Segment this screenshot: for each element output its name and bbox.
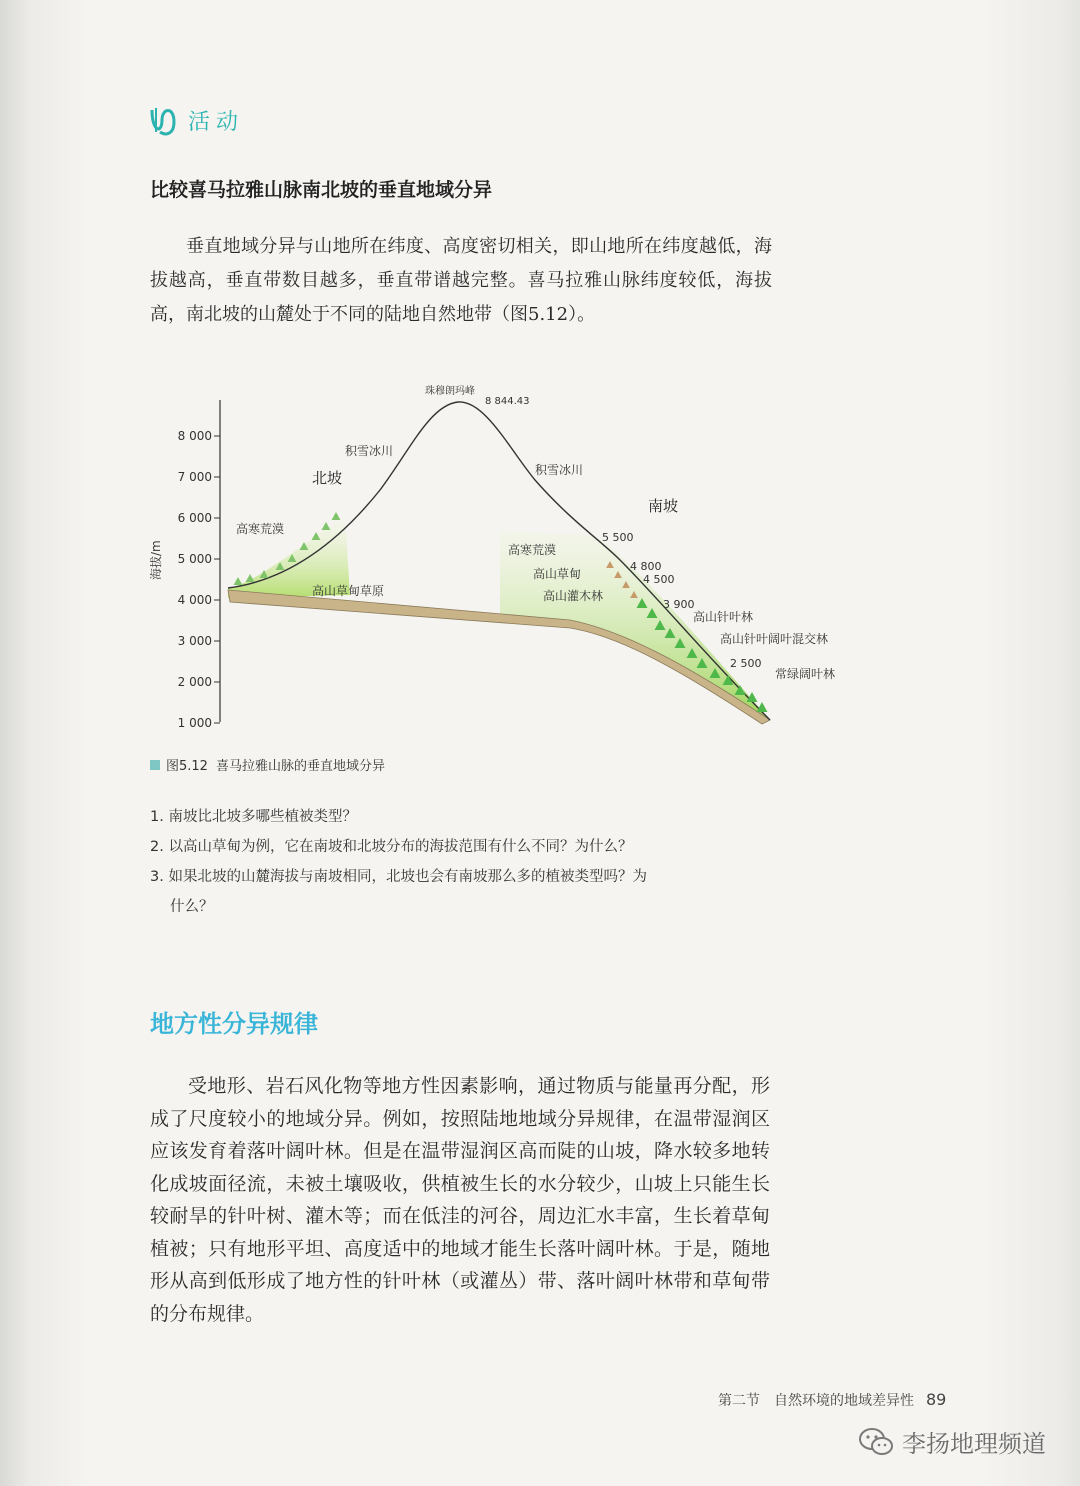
question-list [150,802,790,922]
question-item [150,862,790,922]
south-boundary-5500: 5 500 [602,531,634,544]
y-tick-label: 1 000 [177,716,212,730]
wechat-icon [858,1427,894,1457]
north-zone-meadow: 高山草甸草原 [312,584,385,598]
figure-caption [150,755,385,774]
footer-section: 第二节 自然环境的地域差异性 [718,1393,914,1409]
south-zone-conifer: 高山针叶林 [693,610,754,624]
y-axis-label: 海拔/m [149,540,163,580]
y-tick-label: 6 000 [177,511,212,525]
activity-icon [146,102,180,138]
page-number: 89 [926,1390,947,1409]
y-tick-label: 3 000 [177,634,212,648]
north-label: 北坡 [312,469,343,487]
question-number: 2. [150,839,164,855]
himalaya-diagram [140,380,860,740]
north-zone-desert: 高寒荒漠 [236,522,285,536]
activity-header [146,100,244,140]
north-zone-snow: 积雪冰川 [345,444,394,458]
south-boundary-2500: 2 500 [730,657,762,670]
y-tick-label: 8 000 [177,429,212,443]
y-axis-ticks [178,429,220,730]
y-tick-label: 5 000 [177,552,212,566]
tree-icon [246,574,255,582]
question-item [150,832,790,862]
south-zone-desert: 高寒荒漠 [508,543,557,557]
south-zone-mixed: 高山针叶阔叶混交林 [720,632,829,646]
tree-icon [234,577,243,585]
peak-name: 珠穆朗玛峰 [425,386,475,397]
section-title: 地方性分异规律 [150,1010,318,1038]
activity-title: 比较喜马拉雅山脉南北坡的垂直地域分异 [150,179,493,201]
south-zone-meadow: 高山草甸 [533,567,582,581]
page-footer [718,1390,946,1410]
south-zone-snow: 积雪冰川 [535,463,584,477]
section-body: 受地形、岩石风化物等地方性因素影响，通过物质与能量再分配，形成了尺度较小的地域分异。例如，按照陆地地域分异规律，在温带湿润区应该发育着落叶阔叶林。但是在温带湿润区高而陡的山坡，降水较多地转化成坡面径流，未被土壤吸收，供植被生长的水分较少，山坡上只能生长较耐旱的针叶树、灌木等；而在低洼的河谷，周边汇水丰富，生长着草甸植被；只有地形平坦、高度适中的地域才能生长落叶阔叶林。于是，随地形从高到低形成了地方性的针叶林（或灌丛）带、落叶阔叶林带和草甸带的分布规律。 [150,1075,770,1325]
south-zone-shrub: 高山灌木林 [543,589,604,603]
activity-intro: 垂直地域分异与山地所在纬度、高度密切相关，即山地所在纬度越低，海拔越高，垂直带数目越多，垂直带谱越完整。喜马拉雅山脉纬度较低，海拔高，南北坡的山麓处于不同的陆地自然地带（图5.12）。 [150,236,772,325]
question-text: 以高山草甸为例，它在南坡和北坡分布的海拔范围有什么不同？为什么？ [168,839,633,855]
figure-label: 图5.12 [166,759,208,774]
tree-icon [322,522,331,530]
south-label: 南坡 [648,497,679,515]
peak-elevation: 8 844.43 [485,396,530,407]
watermark-text: 李扬地理频道 [902,1430,1046,1458]
figure-text: 喜马拉雅山脉的垂直地域分异 [215,759,385,774]
question-number: 3. [150,869,164,885]
south-boundary-3900: 3 900 [663,598,695,611]
y-tick-label: 7 000 [177,470,212,484]
question-text: 南坡比北坡多哪些植被类型？ [168,809,357,825]
question-text: 如果北坡的山麓海拔与南坡相同，北坡也会有南坡那么多的植被类型吗？为 [168,869,647,885]
question-text-continued: 什么？ [170,899,214,915]
south-boundary-4500: 4 500 [643,573,675,586]
south-zone-evergreen: 常绿阔叶林 [775,667,836,681]
y-tick-label: 4 000 [177,593,212,607]
south-boundary-4800: 4 800 [630,560,662,573]
tree-icon [332,512,341,520]
activity-label: 活动 [188,109,245,135]
question-item [150,802,790,832]
watermark [858,1424,1046,1459]
question-number: 1. [150,809,164,825]
caption-marker [150,760,160,770]
y-tick-label: 2 000 [177,675,212,689]
